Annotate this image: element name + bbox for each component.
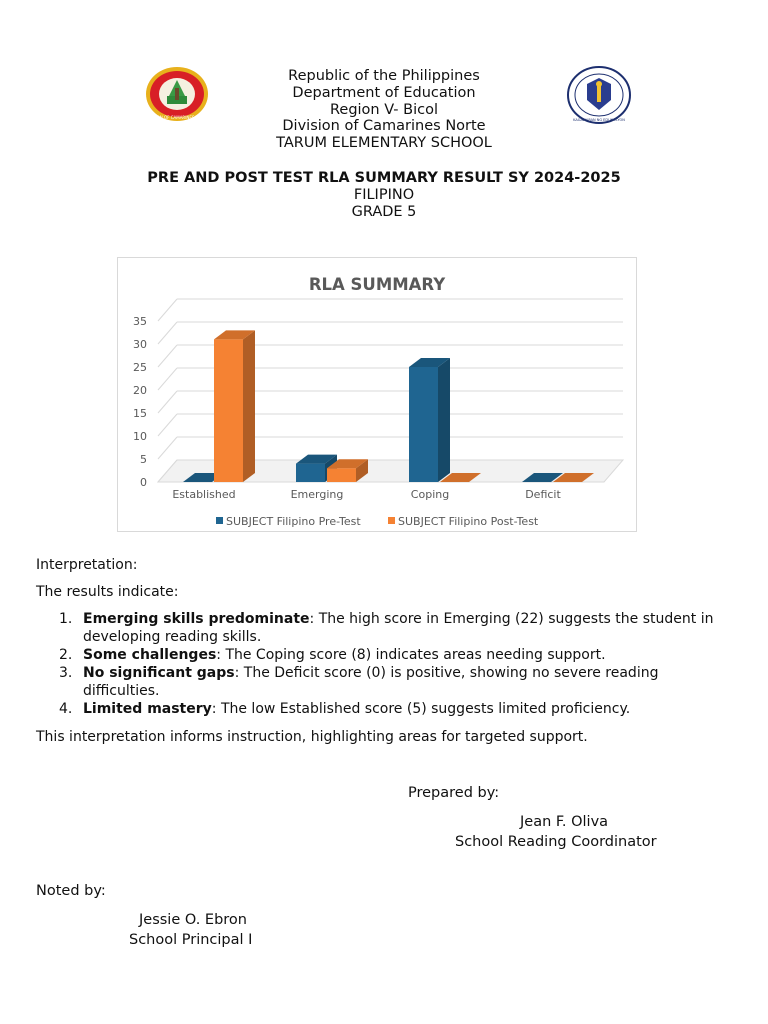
noted-by-name: Jessie O. Ebron <box>139 912 247 928</box>
list-item <box>36 647 736 665</box>
x-tick-label: Deficit <box>525 488 561 501</box>
interpretation-list <box>36 611 736 719</box>
legend-swatch <box>388 517 395 524</box>
noted-by-label: Noted by: <box>36 883 106 899</box>
y-tick-label: 15 <box>133 407 147 420</box>
letterhead <box>184 68 584 152</box>
side-gridline <box>158 391 177 413</box>
item-text: : The low Established score (5) suggests limited proficiency. <box>211 700 631 717</box>
bar <box>409 367 438 482</box>
rla-summary-chart <box>117 257 637 532</box>
item-heading: No significant gaps <box>83 664 235 681</box>
item-heading: Some challenges <box>83 646 217 663</box>
prepared-by-name: Jean F. Oliva <box>520 814 609 830</box>
side-gridline <box>158 414 177 436</box>
title-subject: FILIPINO <box>353 187 415 203</box>
title-grade: GRADE 5 <box>351 204 417 220</box>
bar-side <box>243 330 255 482</box>
list-item <box>36 611 736 646</box>
y-tick-label: 10 <box>133 430 147 443</box>
item-text: : The high score in Emerging (22) suggests the student in developing reading skills. <box>83 611 714 645</box>
list-item <box>36 665 736 700</box>
interpretation-intro: The results indicate: <box>36 584 179 600</box>
prepared-by-role: School Reading Coordinator <box>455 834 657 850</box>
title-main: PRE AND POST TEST RLA SUMMARY RESULT SY 2024-2025 <box>147 170 621 186</box>
prepared-by-label: Prepared by: <box>408 785 500 801</box>
bar <box>296 464 325 482</box>
x-tick-label: Established <box>172 488 236 501</box>
item-number: 1. <box>59 611 73 627</box>
header-line-country: Republic of the Philippines <box>288 68 480 84</box>
y-tick-label: 5 <box>140 453 147 466</box>
x-tick-label: Coping <box>410 488 450 501</box>
list-item <box>36 701 736 719</box>
header-line-region: Region V- Bicol <box>329 101 438 118</box>
noted-by-role: School Principal I <box>129 932 253 948</box>
item-heading: Emerging skills predominate <box>83 611 310 627</box>
left-seal-text: DIVISION OF CAMARINES NORTE <box>145 115 209 120</box>
right-seal-text: KAGAWARAN NG EDUKASYON <box>573 118 625 122</box>
item-number: 3. <box>59 664 73 681</box>
side-gridline <box>158 345 177 367</box>
y-tick-label: 20 <box>133 384 147 397</box>
side-gridline <box>158 322 177 344</box>
bar <box>214 339 243 482</box>
x-tick-label: Emerging <box>290 488 344 501</box>
header-line-division: Division of Camarines Norte <box>282 118 486 135</box>
side-gridline <box>158 299 177 321</box>
item-text: : The Coping score (8) indicates areas needing support. <box>216 646 606 663</box>
item-number: 2. <box>59 646 73 663</box>
header-line-school: TARUM ELEMENTARY SCHOOL <box>276 135 492 152</box>
y-tick-label: 25 <box>133 361 147 374</box>
y-tick-label: 35 <box>133 315 147 328</box>
y-tick-label: 30 <box>133 338 147 351</box>
bar <box>327 468 356 482</box>
side-gridline <box>158 437 177 459</box>
chart-title: RLA SUMMARY <box>308 275 446 294</box>
header-line-department: Department of Education <box>292 84 476 101</box>
side-gridline <box>158 368 177 390</box>
document-title <box>84 170 684 221</box>
item-text: : The Deficit score (0) is positive, showing no severe reading difficulties. <box>83 664 659 699</box>
bar-side <box>438 358 450 482</box>
item-heading: Limited mastery <box>83 700 212 717</box>
interpretation-closing: This interpretation informs instruction, highlighting areas for targeted support. <box>36 729 588 745</box>
legend-swatch <box>216 517 223 524</box>
legend-label: SUBJECT Filipino Pre-Test <box>226 515 361 528</box>
chart-canvas <box>118 258 636 531</box>
y-tick-label: 0 <box>140 476 147 489</box>
interpretation-heading: Interpretation: <box>36 557 138 573</box>
item-number: 4. <box>59 700 73 717</box>
legend-label: SUBJECT Filipino Post-Test <box>398 515 539 528</box>
